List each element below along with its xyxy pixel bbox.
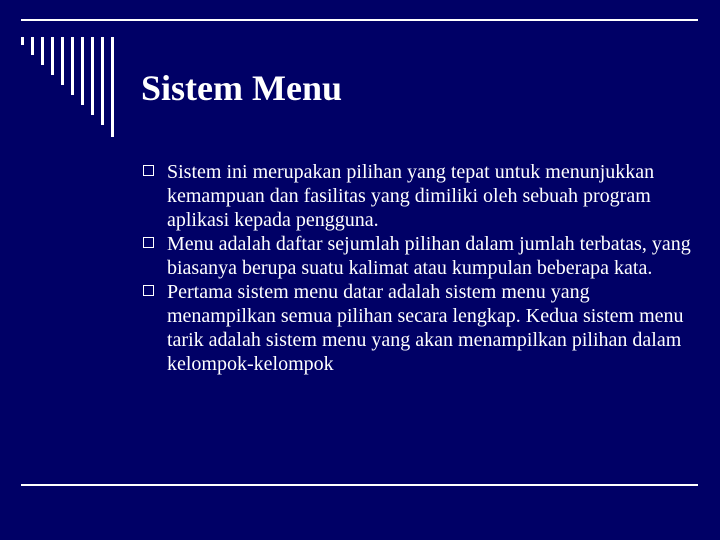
decorative-stripes (0, 0, 140, 160)
bullet-item (143, 232, 703, 280)
hollow-square-icon (143, 165, 154, 176)
bullet-list (143, 160, 703, 376)
hollow-square-icon (143, 237, 154, 248)
slide-title: Sistem Menu (141, 68, 342, 108)
bullet-text: Sistem ini merupakan pilihan yang tepat untuk menunjukkan kemampuan dan fasilitas yang dimiliki oleh sebuah program aplikasi kepada pengguna. (167, 161, 655, 231)
hollow-square-icon (143, 285, 154, 296)
bullet-item (143, 280, 703, 376)
bullet-text: Menu adalah daftar sejumlah pilihan dalam jumlah terbatas, yang biasanya berupa suatu kalimat atau kumpulan beberapa kata. (167, 233, 691, 279)
bullet-item (143, 160, 703, 232)
bullet-text: Pertama sistem menu datar adalah sistem menu yang menampilkan semua pilihan secara lengkap. Kedua sistem menu tarik adalah sistem menu yang akan menampilkan pilihan dalam kelompok-kelompok (167, 281, 684, 375)
bottom-rule (21, 484, 698, 486)
